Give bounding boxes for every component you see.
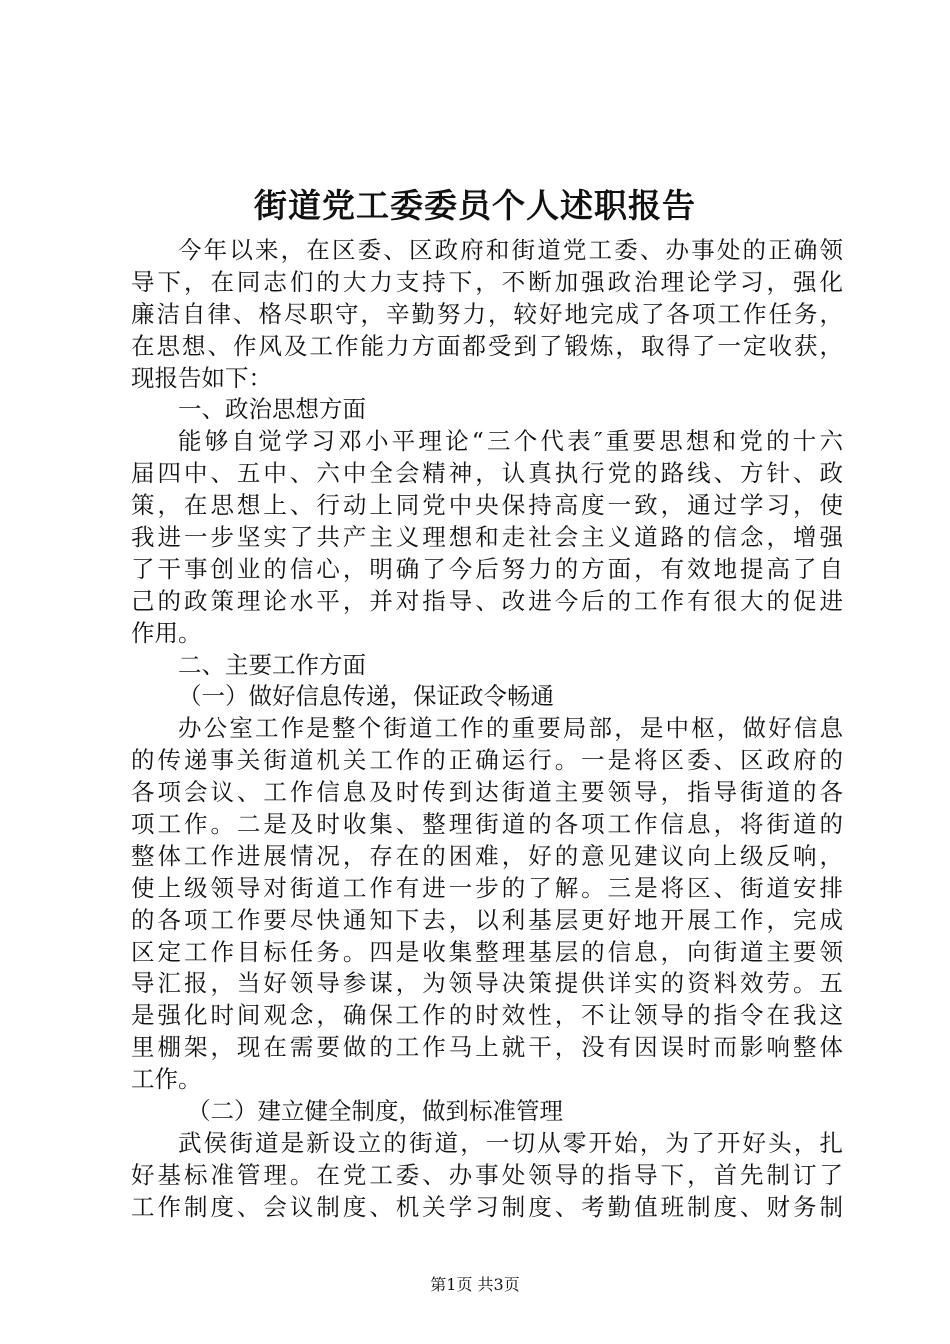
section-heading: 二、主要工作方面 [178, 650, 366, 679]
body-line: 的传递事关街道机关工作的正确运行。一是将区委、区政府的 [131, 746, 843, 775]
body-line: 廉洁自律、格尽职守，辛勤努力，较好地完成了各项工作任务， [131, 299, 843, 328]
subsection-heading: （二）建立健全制度，做到标准管理 [187, 1097, 563, 1126]
body-line: 今年以来，在区委、区政府和街道党工委、办事处的正确领 [178, 236, 843, 264]
body-line: 作用。 [131, 618, 202, 647]
body-line: 是强化时间观念，确保工作的时效性，不让领导的指令在我这 [131, 1001, 843, 1030]
body-line: 了干事创业的信心，明确了今后努力的方面，有效地提高了自 [131, 554, 843, 583]
body-line: 导下，在同志们的大力支持下，不断加强政治理论学习，强化 [131, 267, 843, 296]
page-footer: 第1页 共3页 [430, 1275, 520, 1294]
body-line: 工作。 [131, 1065, 202, 1094]
body-line: 使上级领导对街道工作有进一步的了解。三是将区、街道安排 [131, 873, 843, 902]
subsection-heading: （一）做好信息传递，保证政令畅通 [178, 682, 554, 711]
body-line: 整体工作进展情况，存在的困难，好的意见建议向上级反响， [131, 841, 843, 870]
body-line: 在思想、作风及工作能力方面都受到了锻炼，取得了一定收获， [131, 331, 843, 360]
document-title: 街道党工委委员个人述职报告 [254, 186, 696, 225]
body-line: 各项会议、工作信息及时传到达街道主要领导，指导街道的各 [131, 778, 843, 807]
body-line: 导汇报，当好领导参谋，为领导决策提供详实的资料效劳。五 [131, 969, 843, 998]
body-line: 区定工作目标任务。四是收集整理基层的信息，向街道主要领 [131, 937, 843, 966]
body-line: 好基标准管理。在党工委、办事处领导的指导下，首先制订了 [131, 1160, 843, 1189]
body-line: 里棚架，现在需要做的工作马上就干，没有因误时而影响整体 [131, 1033, 843, 1062]
section-heading: 一、政治思想方面 [178, 395, 366, 424]
body-line: 届四中、五中、六中全会精神，认真执行党的路线、方针、政 [131, 459, 843, 488]
body-line: 的各项工作要尽快通知下去，以利基层更好地开展工作，完成 [131, 905, 843, 934]
body-line: 策，在思想上、行动上同党中央保持高度一致，通过学习，使 [131, 491, 843, 520]
body-line: 办公室工作是整个街道工作的重要局部，是中枢，做好信息 [178, 714, 843, 743]
body-line: 我进一步坚实了共产主义理想和走社会主义道路的信念，增强 [131, 523, 843, 552]
document-body [131, 235, 843, 1224]
body-line: 武侯街道是新设立的街道，一切从零开始，为了开好头，扎 [178, 1128, 843, 1157]
body-line: 能够自觉学习邓小平理论“三个代表″重要思想和党的十六 [178, 427, 843, 456]
body-line: 现报告如下： [131, 363, 272, 392]
body-line: 项工作。二是及时收集、整理街道的各项工作信息，将街道的 [131, 810, 843, 839]
body-line: 己的政策理论水平，并对指导、改进今后的工作有很大的促进 [131, 586, 843, 615]
body-line: 工作制度、会议制度、机关学习制度、考勤值班制度、财务制 [131, 1192, 843, 1221]
